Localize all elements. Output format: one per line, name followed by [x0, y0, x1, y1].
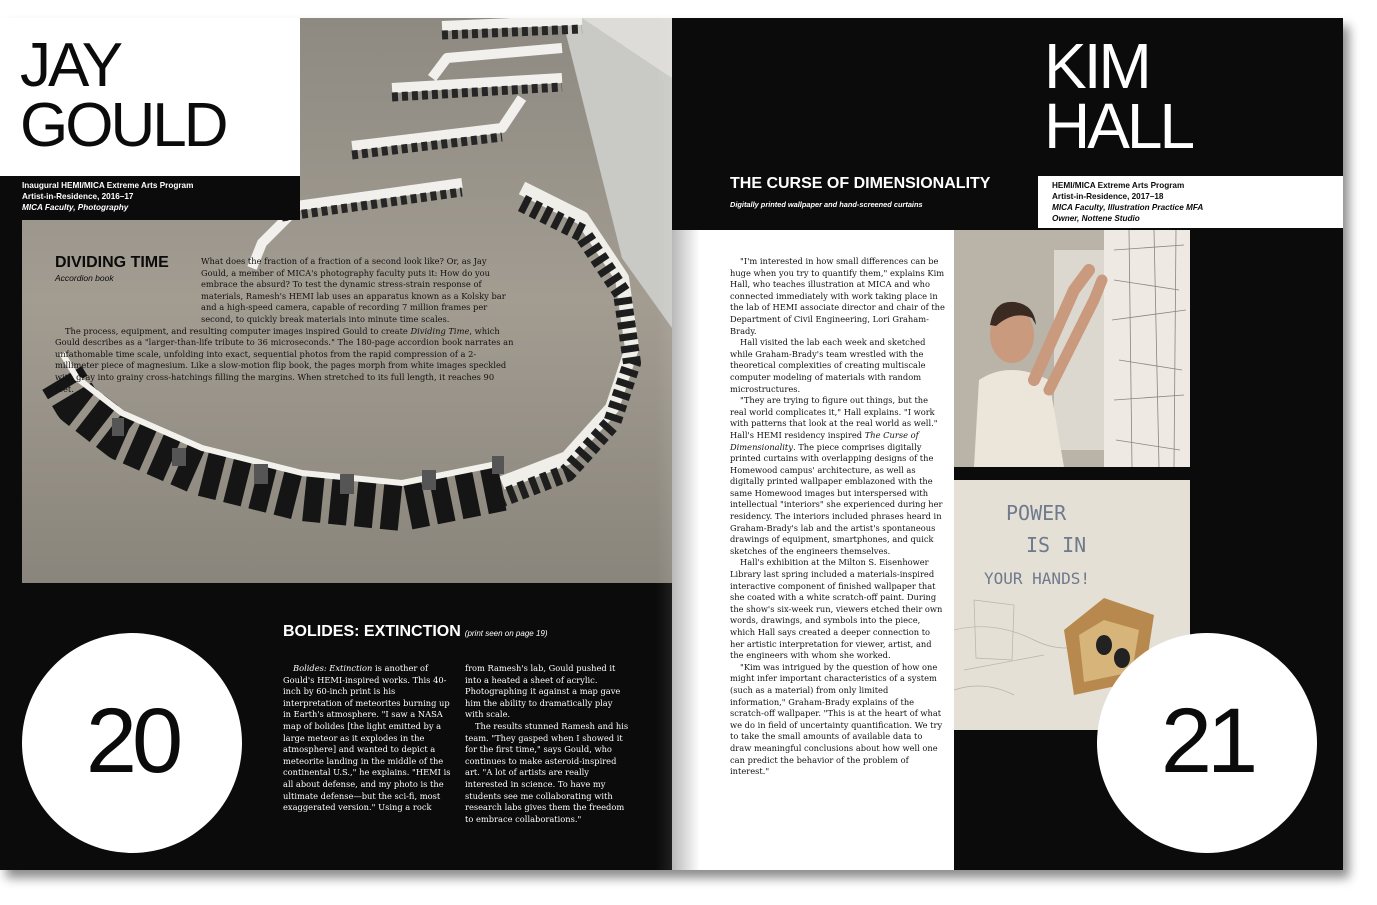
section-title: BOLIDES: EXTINCTION: [283, 623, 461, 640]
left-page: [0, 18, 672, 870]
credential-line-2: Artist-in-Residence, 2016–17: [22, 192, 134, 201]
curse-of-dimensionality-heading: THE CURSE OF DIMENSIONALITY: [730, 175, 991, 192]
gutter-shade: [672, 230, 700, 870]
credential-line-4: Owner, Nottene Studio: [1052, 214, 1140, 223]
bolides-column-1: [283, 663, 451, 814]
paragraph: [55, 326, 515, 396]
right-page: [672, 18, 1343, 870]
scratched-words-your-hands: YOUR HANDS!: [984, 569, 1090, 588]
italic-title: Bolides: Extinction: [293, 663, 373, 673]
name-line-1: KIM: [1044, 30, 1149, 102]
paragraph: "Kim was intrigued by the question of how one might infer important characteristics of a system (such as a material) from only limited information," Graham-Brady explains of the scratch-off wallpaper. "This is at the heart of what we do in field of uncertainty quantification. We try to take the small amounts of available data to draw meaningful conclusions about how well one can predict the behavior of the problem of interest.": [730, 661, 943, 777]
page-reference-note: (print seen on page 19): [464, 629, 548, 638]
artist-name-kim-hall: [1044, 30, 1193, 162]
credential-line-3: MICA Faculty, Photography: [22, 203, 129, 212]
paragraph: What does the fraction of a fraction of a second look like? Or, as Jay Gould, a member of MICA's photography faculty puts it: How do you embrace the absurd? To test the dynamic stress-strain response of materials, Ramesh's HEMI lab uses an apparatus known as a Kolsky bar and a high-speed camera, capable of recording 7 million frames per second, to quickly break materials into minute time scales.: [201, 256, 506, 324]
page-number-circle-right: [1097, 633, 1317, 853]
section-subtitle: Digitally printed wallpaper and hand-screened curtains: [730, 200, 923, 209]
paragraph: from Ramesh's lab, Gould pushed it into a heated a sheet of acrylic. Photographing it against a map gave him the ability to dramatically play with scale.: [465, 663, 621, 720]
paragraph: The results stunned Ramesh and his team. "They gasped when I showed it for the first time," says Gould, who continues to make asteroid-inspired art. "A lot of artists are really interested in science. To have my students see me collaborating with research labs gives them the freedom to embrace collaborations.": [465, 720, 629, 824]
credential-line-3: MICA Faculty, Illustration Practice MFA: [1052, 203, 1204, 212]
kim-hall-body: [730, 256, 946, 778]
paragraph: [730, 395, 946, 557]
text-run: , which Gould describes as a "larger-than-life tribute to 36 microseconds." The 180-page accordion book narrates an unfathomable time scale, unfolding into exact, sequential photos from the rapid compression of a 2-millimeter piece of magnesium. Like a slow-motion flip book, the pages morph from white images speckled with gray into grainy cross-hatchings filling the margins. When stretched to its full length, it reaches 90 feet.: [55, 325, 514, 394]
magazine-spread: [0, 18, 1343, 870]
scratched-words-is-in: IS IN: [1026, 533, 1087, 557]
section-title: DIVIDING TIME: [55, 254, 169, 271]
page-number: 21: [1160, 690, 1254, 792]
italic-title: The Curse of Dimensionality: [730, 429, 919, 452]
name-line-1: JAY: [20, 31, 121, 100]
bolides-column-2: [465, 663, 633, 825]
gutter-shade: [656, 18, 672, 870]
jay-gould-credentials: [22, 180, 282, 213]
dividing-time-body: [55, 256, 515, 395]
curtain-photo-illustration: [954, 230, 1190, 467]
credential-line-1: Inaugural HEMI/MICA Extreme Arts Program: [22, 181, 194, 190]
credential-line-1: HEMI/MICA Extreme Arts Program: [1052, 181, 1185, 190]
text-run: is another of Gould's HEMI-inspired works. This 40-inch by 60-inch print is his interpretation of meteorites burning up in Earth's atmosphere. "I saw a NASA map of bolides [the light emitted by a large meteor as it explodes in the atmosphere] and wanted to depict a meteorite landing in the middle of the continental U.S.," he explains. "HEMI is all about defense, and my photo is the ultimate defense—but the sci-fi, most exaggerated version." Using a rock: [283, 663, 451, 813]
scratched-word-power: POWER: [1006, 501, 1067, 525]
paragraph: [283, 663, 451, 814]
page-number: 20: [85, 690, 179, 792]
paragraph: "I'm interested in how small differences can be huge when you try to quantify them," explains Kim Hall, who teaches illustration at MICA and who connected immediately with work taking place in the lab of HEMI associate director and chair of the Department of Civil Engineering, Lori Graham-Brady.: [730, 256, 945, 336]
kim-hall-credentials: [1052, 180, 1302, 224]
artist-hanging-curtain-photo: [954, 230, 1190, 467]
section-subtitle: Accordion book: [55, 273, 114, 283]
name-line-2: GOULD: [20, 91, 226, 160]
artist-name-jay-gould: [20, 31, 226, 160]
page-number-circle-left: [22, 633, 242, 853]
text-run: . The piece comprises digitally printed curtains with overlapping designs of the Homewood campus' architecture, as well as digitally printed wallpaper emblazoned with the same Homewood images but interspersed with intellectual "interiors" she experienced during her residency. The interiors included phrases heard in Graham-Brady's lab and the artist's spontaneous drawings of equipment, smartphones, and quick sketches of the engineers themselves.: [730, 441, 943, 556]
italic-title: Dividing Time: [410, 325, 470, 336]
credential-line-2: Artist-in-Residence, 2017–18: [1052, 192, 1164, 201]
text-run: "They are trying to figure out things, but the real world complicates it," Hall explains. "I work with patterns that look at the real world as well." Hall's HEMI residency inspired: [730, 395, 938, 440]
left-title-box: [0, 18, 300, 176]
text-run: The process, equipment, and resulting computer images inspired Gould to create: [65, 325, 411, 336]
bolides-heading: [283, 623, 548, 641]
paragraph: Hall visited the lab each week and sketched while Graham-Brady's team wrestled with the theoretical complexities of creating multiscale computer modeling of materials with random microstructures.: [730, 337, 926, 394]
paragraph: Hall's exhibition at the Milton S. Eisenhower Library last spring included a materials-inspired interactive component of finished wallpaper that she coated with a white scratch-off paint. During the show's six-week run, viewers etched their own words, drawings, and symbols into the piece, which Hall says created a deeper connection to her artistic interpretation for viewer, artist, and the engineers with whom she worked.: [730, 557, 943, 661]
name-line-2: HALL: [1044, 90, 1193, 162]
